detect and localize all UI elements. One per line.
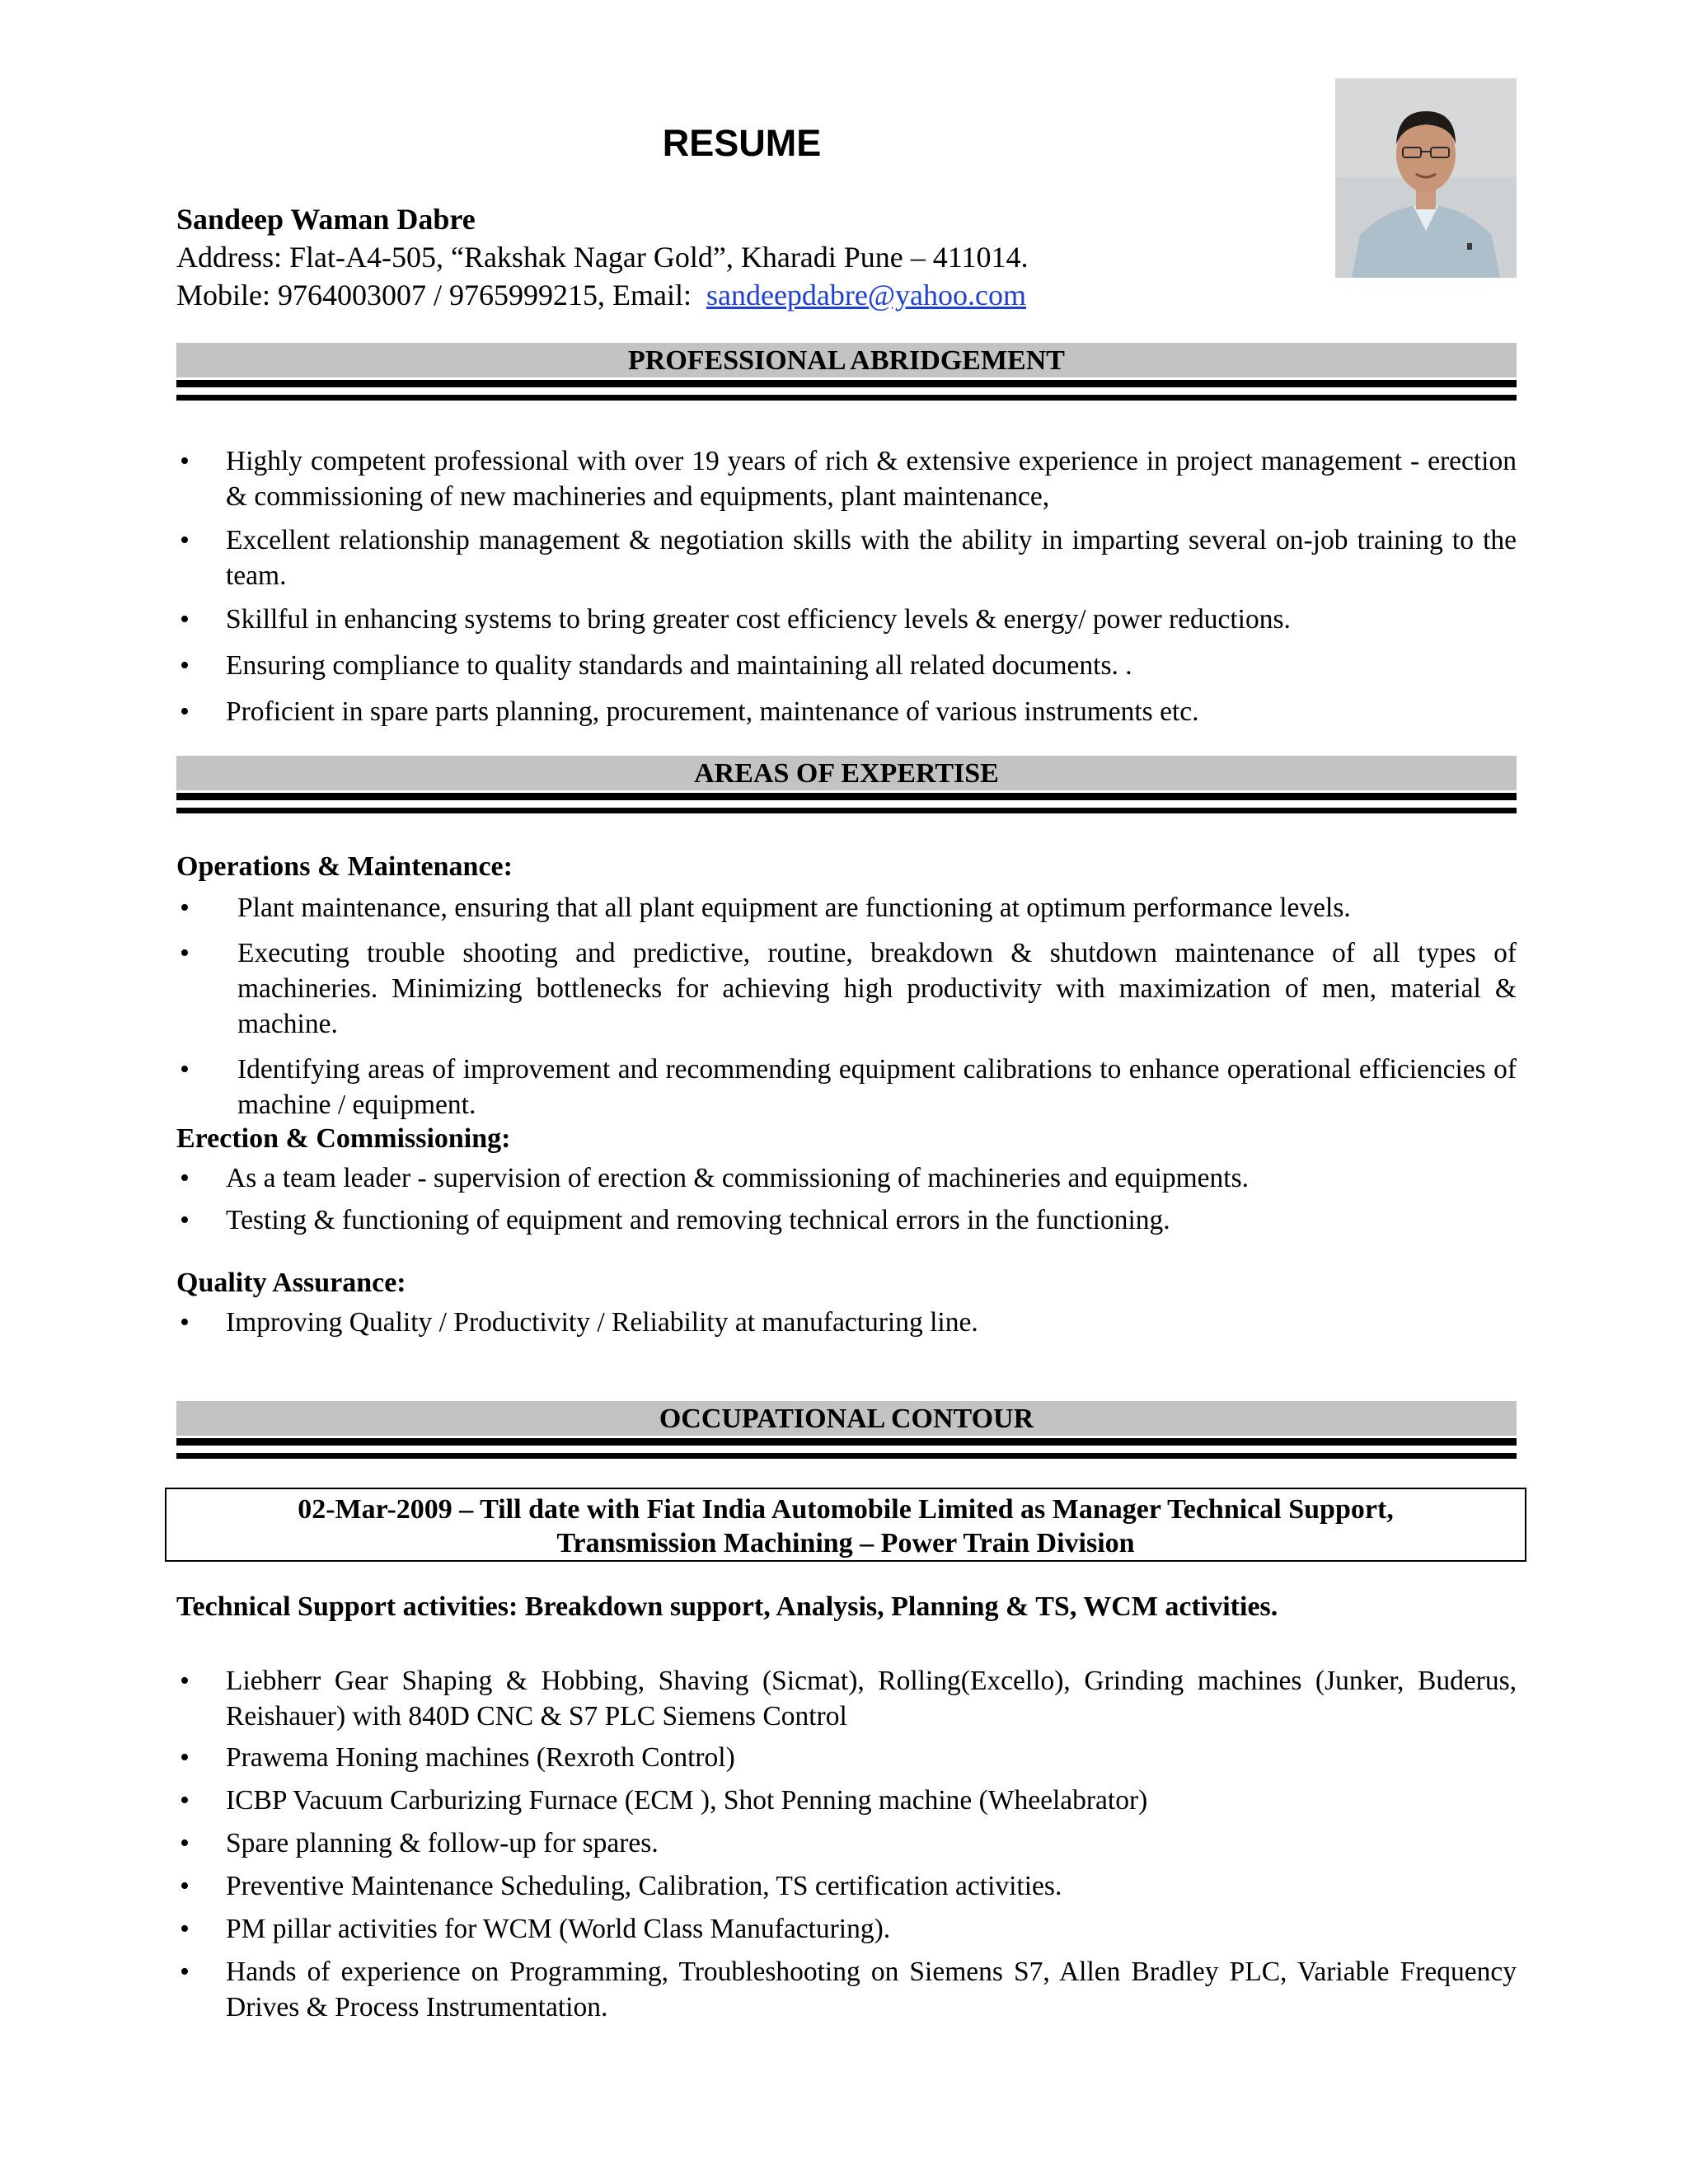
- list-item: • Proficient in spare parts planning, procurement, maintenance of various instruments etc.: [180, 696, 1199, 727]
- operations-list: [176, 890, 1517, 1122]
- list-item: • Executing trouble shooting and predictive, routine, breakdown & shutdown maintenance of all types of machineries. Minimizing bottlenecks for achieving high productivity with maximization of men, material & machine.: [180, 938, 1517, 1039]
- abridgement-list: [176, 443, 1517, 729]
- job-line-1: 02-Mar-2009 – Till date with Fiat India Automobile Limited as Manager Technical Support,: [298, 1494, 1394, 1525]
- list-item: • As a team leader - supervision of erection & commissioning of machineries and equipments.: [180, 1163, 1250, 1193]
- section-title: AREAS OF EXPERTISE: [176, 756, 1517, 790]
- list-item: • Spare planning & follow-up for spares.: [180, 1828, 659, 1858]
- section-title: OCCUPATIONAL CONTOUR: [176, 1401, 1517, 1436]
- list-item: • Preventive Maintenance Scheduling, Calibration, TS certification activities.: [180, 1871, 1062, 1901]
- contact-block: [176, 200, 1314, 314]
- subheading-operations: Operations & Maintenance:: [176, 851, 513, 882]
- candidate-name: Sandeep Waman Dabre: [176, 203, 476, 236]
- divider: [176, 1453, 1517, 1459]
- list-item: • Testing & functioning of equipment and removing technical errors in the functioning.: [180, 1205, 1170, 1235]
- list-item: • Improving Quality / Productivity / Reliability at manufacturing line.: [180, 1307, 978, 1338]
- list-item: • Plant maintenance, ensuring that all plant equipment are functioning at optimum performance levels.: [180, 893, 1351, 923]
- list-item: • Ensuring compliance to quality standards and maintaining all related documents. .: [180, 650, 1132, 681]
- job-line-2: Transmission Machining – Power Train Division: [556, 1528, 1135, 1558]
- quality-list: [176, 1305, 1517, 1340]
- section-title: PROFESSIONAL ABRIDGEMENT: [176, 343, 1517, 377]
- profile-photo: [1335, 78, 1517, 278]
- list-item: • Highly competent professional with over 19 years of rich & extensive experience in project management - erection & commissioning of new machineries and equipments, plant maintenance,: [180, 446, 1517, 512]
- job-title-box: [165, 1488, 1526, 1562]
- list-item: • ICBP Vacuum Carburizing Furnace (ECM ), Shot Penning machine (Wheelabrator): [180, 1785, 1148, 1816]
- list-item: • Liebherr Gear Shaping & Hobbing, Shaving (Sicmat), Rolling(Excello), Grinding machines (Junker, Buderus, Reishauer) with 840D CNC & S7 PLC Siemens Control: [180, 1666, 1517, 1732]
- divider: [176, 808, 1517, 813]
- profile-photo-illustration: [1335, 78, 1517, 278]
- erection-list: [176, 1160, 1517, 1238]
- subheading-erection: Erection & Commissioning:: [176, 1123, 511, 1154]
- divider: [176, 380, 1517, 387]
- divider: [176, 395, 1517, 401]
- section-header-occupational: [176, 1401, 1517, 1459]
- section-header-expertise: [176, 756, 1517, 813]
- list-item: • Skillful in enhancing systems to bring greater cost efficiency levels & energy/ power reductions.: [180, 604, 1291, 635]
- list-item: • Identifying areas of improvement and recommending equipment calibrations to enhance operational efficiencies of machine / equipment.: [180, 1054, 1517, 1120]
- resume-title: RESUME: [662, 122, 822, 164]
- mobile-email-line: [176, 276, 1314, 314]
- list-item: • Excellent relationship management & negotiation skills with the ability in imparting several on-job training to the team.: [180, 525, 1517, 591]
- section-header-abridgement: [176, 343, 1517, 401]
- divider: [176, 1438, 1517, 1446]
- mobile-text: Mobile: 9764003007 / 9765999215, Email:: [176, 279, 706, 312]
- address-line: Address: Flat-A4-505, “Rakshak Nagar Gold”, Kharadi Pune – 411014.: [176, 241, 1029, 274]
- email-link[interactable]: sandeepdabre@yahoo.com: [706, 279, 1026, 312]
- divider: [176, 793, 1517, 800]
- subheading-quality: Quality Assurance:: [176, 1268, 406, 1298]
- occupational-list: [176, 1663, 1517, 2025]
- list-item: • Prawema Honing machines (Rexroth Control): [180, 1742, 735, 1773]
- list-item: • PM pillar activities for WCM (World Class Manufacturing).: [180, 1914, 891, 1944]
- activities-title: Technical Support activities: Breakdown support, Analysis, Planning & TS, WCM activities.: [176, 1591, 1278, 1622]
- list-item: • Hands of experience on Programming, Troubleshooting on Siemens S7, Allen Bradley PLC, Variable Frequency Drives & Process Instrumentation.: [180, 1957, 1517, 2022]
